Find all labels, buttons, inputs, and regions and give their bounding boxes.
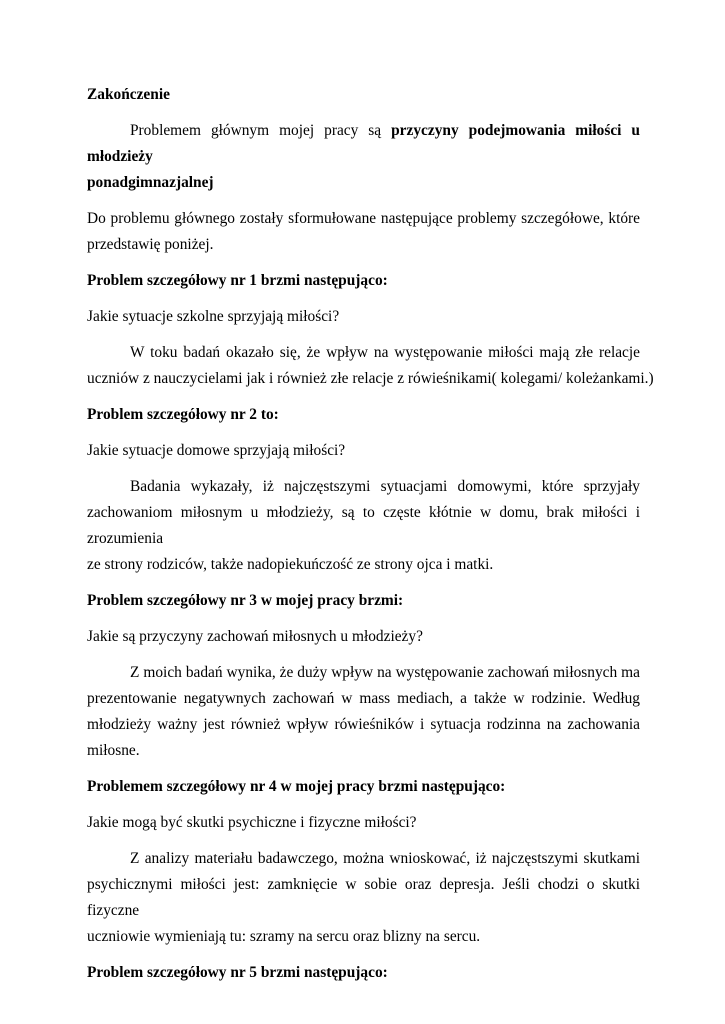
problem-1-answer-line-1: W toku badań okazało się, że wpływ na występowanie miłości mają złe relacje — [130, 344, 640, 361]
main-problem-intro-text: Problemem głównym mojej pracy są — [130, 122, 392, 139]
problem-3-answer-line-4: miłosne. — [87, 742, 140, 759]
paragraph-detailed-problems-intro — [87, 206, 640, 258]
problem-1-answer — [87, 340, 654, 392]
problem-2-answer-line-1: Badania wykazały, iż najczęstszymi sytuacjami domowymi, które sprzyjały — [130, 478, 640, 495]
problem-4-answer-line-2: psychicznymi miłości jest: zamknięcie w sobie oraz depresja. Jeśli chodzi o skutki fizyczne — [87, 876, 640, 919]
problem-3-answer-line-1: Z moich badań wynika, że duży wpływ na występowanie zachowań miłosnych ma — [130, 664, 640, 681]
problem-2-heading: Problem szczegółowy nr 2 to: — [87, 406, 279, 423]
problem-3-heading: Problem szczegółowy nr 3 w mojej pracy brzmi: — [87, 592, 404, 609]
document-heading: Zakończenie — [87, 86, 170, 103]
paragraph-main-problem-line-2: ponadgimnazjalnej — [87, 174, 214, 191]
problem-4-answer — [87, 846, 640, 950]
problem-2-answer — [87, 474, 640, 578]
problem-5-heading: Problem szczegółowy nr 5 brzmi następująco: — [87, 964, 388, 981]
problem-4-question: Jakie mogą być skutki psychiczne i fizyczne miłości? — [87, 814, 417, 831]
problem-1-answer-line-2: uczniów z nauczycielami jak i również złe relacje z rówieśnikami( kolegami/ koleżankami.) — [87, 370, 654, 387]
problem-2-answer-line-2: zachowaniom miłosnym u młodzieży, są to częste kłótnie w domu, brak miłości i zrozumienia — [87, 504, 640, 547]
problem-2-question: Jakie sytuacje domowe sprzyjają miłości? — [87, 442, 346, 459]
problem-2-answer-line-3: ze strony rodziców, także nadopiekuńczość ze strony ojca i matki. — [87, 556, 494, 573]
paragraph-main-problem-line-1 — [87, 118, 640, 170]
paragraph-intro-line-1: Do problemu głównego zostały sformułowane następujące problemy szczegółowe, które — [87, 210, 640, 227]
problem-3-answer-line-3: młodzieży ważny jest również wpływ rówieśników i sytuacja rodzinna na zachowania — [87, 716, 640, 733]
problem-4-heading: Problemem szczegółowy nr 4 w mojej pracy brzmi następująco: — [87, 778, 506, 795]
paragraph-main-problem — [87, 118, 640, 196]
problem-4-answer-line-1: Z analizy materiału badawczego, można wnioskować, iż najczęstszymi skutkami — [130, 850, 640, 867]
problem-3-answer-line-2: prezentowanie negatywnych zachowań w mass mediach, a także w rodzinie. Według — [87, 690, 640, 707]
problem-4-answer-line-3: uczniowie wymieniają tu: szramy na sercu oraz blizny na sercu. — [87, 928, 481, 945]
paragraph-intro-line-2: przedstawię poniżej. — [87, 236, 214, 253]
main-problem-bold-text: przyczyny podejmowania miłości u młodzieży — [87, 122, 640, 165]
problem-3-answer — [87, 660, 640, 764]
problem-3-question: Jakie są przyczyny zachowań miłosnych u młodzieży? — [87, 628, 423, 645]
problem-1-question: Jakie sytuacje szkolne sprzyjają miłości? — [87, 308, 340, 325]
document-page — [87, 82, 654, 986]
problem-1-heading: Problem szczegółowy nr 1 brzmi następująco: — [87, 272, 388, 289]
